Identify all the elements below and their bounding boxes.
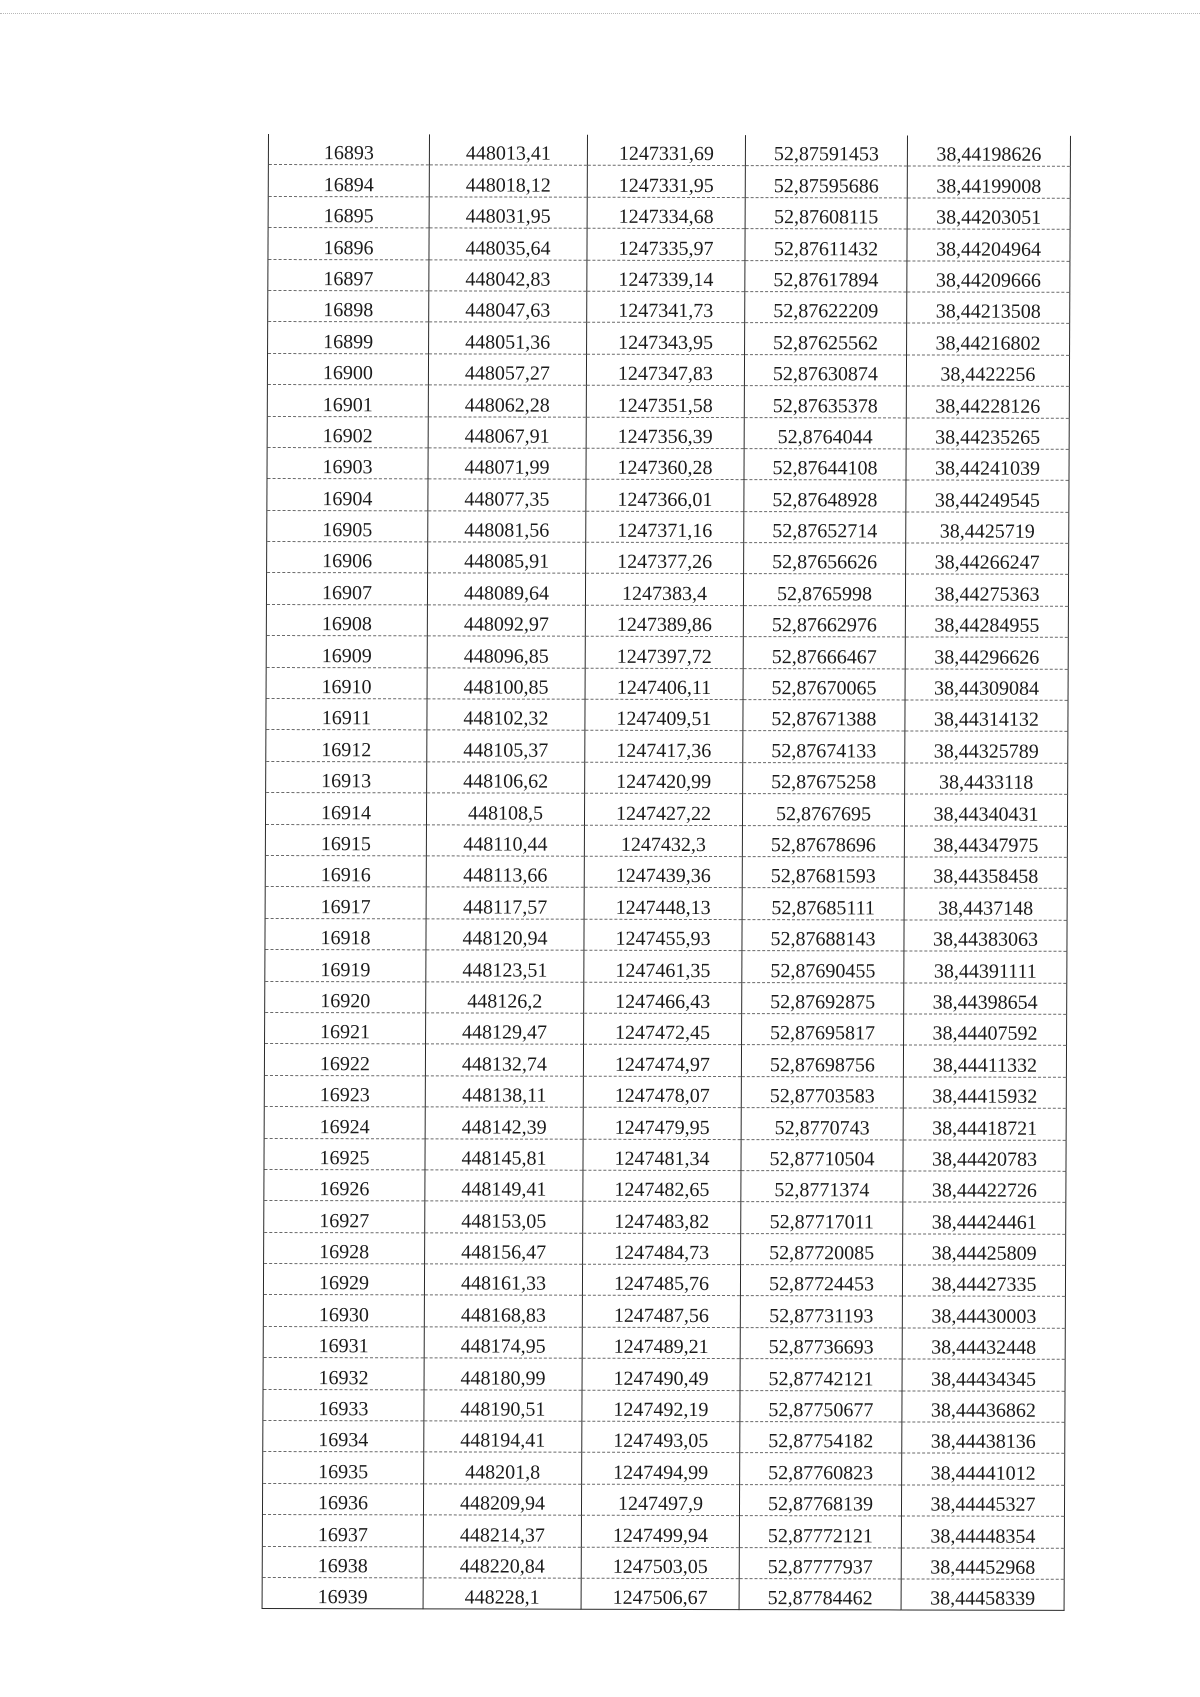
x-coordinate-cell: 448142,39 <box>425 1107 583 1139</box>
x-coordinate-cell: 448117,57 <box>426 887 584 919</box>
longitude-cell: 38,44441012 <box>902 1453 1065 1485</box>
table-row <box>265 855 1067 888</box>
longitude-cell: 38,44228126 <box>906 386 1069 418</box>
x-coordinate-cell: 448110,44 <box>426 824 584 856</box>
x-coordinate-cell: 448149,41 <box>425 1170 583 1202</box>
y-coordinate-cell: 1247409,51 <box>585 699 743 731</box>
y-coordinate-cell: 1247487,56 <box>582 1296 740 1328</box>
x-coordinate-cell: 448092,97 <box>427 605 585 637</box>
x-coordinate-cell: 448138,11 <box>425 1076 583 1108</box>
latitude-cell: 52,87622209 <box>745 292 907 324</box>
point-number-cell: 16923 <box>264 1075 425 1107</box>
y-coordinate-cell: 1247406,11 <box>585 668 743 700</box>
table-row <box>266 573 1068 606</box>
y-coordinate-cell: 1247503,05 <box>581 1547 739 1579</box>
x-coordinate-cell: 448113,66 <box>426 856 584 888</box>
y-coordinate-cell: 1247493,05 <box>582 1421 740 1453</box>
y-coordinate-cell: 1247371,16 <box>586 511 744 543</box>
latitude-cell: 52,8764044 <box>744 417 906 449</box>
longitude-cell: 38,4433118 <box>905 763 1068 795</box>
table-row <box>264 1138 1066 1171</box>
latitude-cell: 52,87644108 <box>744 448 906 480</box>
latitude-cell: 52,87675258 <box>743 762 905 794</box>
latitude-cell: 52,87662976 <box>743 605 905 637</box>
latitude-cell: 52,87724453 <box>740 1265 902 1297</box>
longitude-cell: 38,44203051 <box>907 198 1070 230</box>
longitude-cell: 38,44314132 <box>905 700 1068 732</box>
latitude-cell: 52,87710504 <box>741 1139 903 1171</box>
table-row <box>267 447 1069 480</box>
x-coordinate-cell: 448077,35 <box>428 479 586 511</box>
longitude-cell: 38,44275363 <box>905 574 1068 606</box>
point-number-cell: 16920 <box>265 981 426 1013</box>
latitude-cell: 52,8767695 <box>742 794 904 826</box>
longitude-cell: 38,44430003 <box>902 1296 1065 1328</box>
latitude-cell: 52,87635378 <box>744 386 906 418</box>
table-row <box>266 604 1068 637</box>
table-row <box>265 824 1067 857</box>
point-number-cell: 16904 <box>267 479 428 511</box>
point-number-cell: 16922 <box>264 1044 425 1076</box>
longitude-cell: 38,44296626 <box>905 637 1068 669</box>
x-coordinate-cell: 448051,36 <box>429 322 587 354</box>
point-number-cell: 16906 <box>267 542 428 574</box>
x-coordinate-cell: 448156,47 <box>425 1233 583 1265</box>
latitude-cell: 52,87611432 <box>745 229 907 261</box>
table-row <box>263 1389 1065 1422</box>
table-row <box>267 542 1069 575</box>
latitude-cell: 52,87690455 <box>742 951 904 983</box>
point-number-cell: 16924 <box>264 1107 425 1139</box>
latitude-cell: 52,87671388 <box>743 700 905 732</box>
y-coordinate-cell: 1247466,43 <box>584 982 742 1014</box>
y-coordinate-cell: 1247485,76 <box>582 1264 740 1296</box>
table-row <box>265 918 1067 951</box>
point-number-cell: 16895 <box>268 196 429 228</box>
longitude-cell: 38,44325789 <box>905 731 1068 763</box>
point-number-cell: 16936 <box>262 1483 423 1515</box>
point-number-cell: 16917 <box>265 887 426 919</box>
table-row <box>263 1295 1065 1328</box>
latitude-cell: 52,87656626 <box>744 543 906 575</box>
table-row <box>266 761 1068 794</box>
latitude-cell: 52,87681593 <box>742 857 904 889</box>
longitude-cell: 38,44420783 <box>903 1139 1066 1171</box>
table-row <box>267 479 1069 512</box>
y-coordinate-cell: 1247492,19 <box>582 1390 740 1422</box>
y-coordinate-cell: 1247448,13 <box>584 888 742 920</box>
point-number-cell: 16901 <box>267 385 428 417</box>
table-row <box>268 322 1070 355</box>
longitude-cell: 38,44438136 <box>902 1422 1065 1454</box>
longitude-cell: 38,44448354 <box>901 1516 1064 1548</box>
table-row <box>267 353 1069 386</box>
x-coordinate-cell: 448106,62 <box>427 762 585 794</box>
latitude-cell: 52,87717011 <box>741 1202 903 1234</box>
y-coordinate-cell: 1247478,07 <box>583 1076 741 1108</box>
y-coordinate-cell: 1247497,9 <box>581 1484 739 1516</box>
y-coordinate-cell: 1247455,93 <box>584 919 742 951</box>
longitude-cell: 38,44383063 <box>904 920 1067 952</box>
x-coordinate-cell: 448071,99 <box>428 448 586 480</box>
table-row <box>266 730 1068 763</box>
coordinate-table <box>262 134 1071 1611</box>
point-number-cell: 16914 <box>265 793 426 825</box>
x-coordinate-cell: 448129,47 <box>426 1013 584 1045</box>
x-coordinate-cell: 448123,51 <box>426 950 584 982</box>
longitude-cell: 38,4437148 <box>904 888 1067 920</box>
latitude-cell: 52,87720085 <box>741 1233 903 1265</box>
x-coordinate-cell: 448120,94 <box>426 919 584 951</box>
y-coordinate-cell: 1247483,82 <box>583 1202 741 1234</box>
latitude-cell: 52,8770743 <box>741 1108 903 1140</box>
y-coordinate-cell: 1247331,95 <box>587 166 745 198</box>
longitude-cell: 38,44424461 <box>903 1202 1066 1234</box>
table-row <box>266 699 1068 732</box>
longitude-cell: 38,44213508 <box>907 292 1070 324</box>
point-number-cell: 16919 <box>265 950 426 982</box>
table-row <box>265 887 1067 920</box>
table-row <box>264 1232 1066 1265</box>
y-coordinate-cell: 1247356,39 <box>586 417 744 449</box>
y-coordinate-cell: 1247481,34 <box>583 1139 741 1171</box>
x-coordinate-cell: 448161,33 <box>424 1264 582 1296</box>
y-coordinate-cell: 1247439,36 <box>584 856 742 888</box>
x-coordinate-cell: 448057,27 <box>428 354 586 386</box>
table-row <box>264 1201 1066 1234</box>
point-number-cell: 16909 <box>266 636 427 668</box>
longitude-cell: 38,44199008 <box>907 166 1070 198</box>
point-number-cell: 16931 <box>263 1326 424 1358</box>
x-coordinate-cell: 448105,37 <box>427 730 585 762</box>
point-number-cell: 16927 <box>264 1201 425 1233</box>
latitude-cell: 52,87768139 <box>739 1484 901 1516</box>
point-number-cell: 16918 <box>265 918 426 950</box>
table-row <box>264 1169 1066 1202</box>
longitude-cell: 38,44415932 <box>903 1077 1066 1109</box>
y-coordinate-cell: 1247383,4 <box>585 574 743 606</box>
longitude-cell: 38,44249545 <box>906 480 1069 512</box>
latitude-cell: 52,87670065 <box>743 668 905 700</box>
x-coordinate-cell: 448031,95 <box>429 197 587 229</box>
table-row <box>264 1107 1066 1140</box>
latitude-cell: 52,87666467 <box>743 637 905 669</box>
longitude-cell: 38,44284955 <box>905 606 1068 638</box>
x-coordinate-cell: 448047,63 <box>429 291 587 323</box>
longitude-cell: 38,44407592 <box>904 1014 1067 1046</box>
latitude-cell: 52,87777937 <box>739 1547 901 1579</box>
latitude-cell: 52,87760823 <box>740 1453 902 1485</box>
point-number-cell: 16911 <box>266 699 427 731</box>
x-coordinate-cell: 448013,41 <box>429 134 587 165</box>
latitude-cell: 52,87674133 <box>743 731 905 763</box>
longitude-cell: 38,44427335 <box>902 1265 1065 1297</box>
point-number-cell: 16898 <box>268 290 429 322</box>
point-number-cell: 16893 <box>268 134 429 165</box>
x-coordinate-cell: 448100,85 <box>427 668 585 700</box>
x-coordinate-cell: 448220,84 <box>423 1546 581 1578</box>
longitude-cell: 38,44309084 <box>905 669 1068 701</box>
y-coordinate-cell: 1247427,22 <box>584 793 742 825</box>
x-coordinate-cell: 448228,1 <box>423 1578 581 1610</box>
longitude-cell: 38,44398654 <box>904 982 1067 1014</box>
latitude-cell: 52,8765998 <box>743 574 905 606</box>
x-coordinate-cell: 448081,56 <box>428 511 586 543</box>
y-coordinate-cell: 1247366,01 <box>586 480 744 512</box>
point-number-cell: 16928 <box>264 1232 425 1264</box>
point-number-cell: 16912 <box>266 730 427 762</box>
point-number-cell: 16910 <box>266 667 427 699</box>
point-number-cell: 16897 <box>268 259 429 291</box>
point-number-cell: 16934 <box>263 1421 424 1453</box>
x-coordinate-cell: 448209,94 <box>423 1484 581 1516</box>
y-coordinate-cell: 1247343,95 <box>587 323 745 355</box>
longitude-cell: 38,44204964 <box>907 229 1070 261</box>
x-coordinate-cell: 448126,2 <box>426 981 584 1013</box>
table-row <box>265 1012 1067 1045</box>
point-number-cell: 16913 <box>266 761 427 793</box>
table-row <box>268 228 1070 261</box>
x-coordinate-cell: 448035,64 <box>429 228 587 260</box>
table-row <box>267 416 1069 449</box>
x-coordinate-cell: 448067,91 <box>428 416 586 448</box>
latitude-cell: 52,87591453 <box>745 135 907 166</box>
point-number-cell: 16932 <box>263 1358 424 1390</box>
point-number-cell: 16937 <box>262 1515 423 1547</box>
y-coordinate-cell: 1247499,94 <box>581 1515 739 1547</box>
point-number-cell: 16894 <box>268 165 429 197</box>
x-coordinate-cell: 448042,83 <box>429 259 587 291</box>
table-row <box>266 667 1068 700</box>
table-row <box>262 1483 1064 1516</box>
y-coordinate-cell: 1247472,45 <box>584 1013 742 1045</box>
longitude-cell: 38,44358458 <box>904 857 1067 889</box>
y-coordinate-cell: 1247360,28 <box>586 448 744 480</box>
point-number-cell: 16921 <box>265 1012 426 1044</box>
point-number-cell: 16903 <box>267 447 428 479</box>
table-row <box>267 510 1069 543</box>
x-coordinate-cell: 448062,28 <box>428 385 586 417</box>
point-number-cell: 16933 <box>263 1389 424 1421</box>
y-coordinate-cell: 1247494,99 <box>582 1453 740 1485</box>
point-number-cell: 16908 <box>266 604 427 636</box>
table-row <box>265 950 1067 983</box>
y-coordinate-cell: 1247479,95 <box>583 1107 741 1139</box>
latitude-cell: 52,87608115 <box>745 197 907 229</box>
longitude-cell: 38,44434345 <box>902 1359 1065 1391</box>
y-coordinate-cell: 1247490,49 <box>582 1358 740 1390</box>
point-number-cell: 16916 <box>265 855 426 887</box>
table-row <box>268 196 1070 229</box>
table-row <box>268 259 1070 292</box>
x-coordinate-cell: 448085,91 <box>428 542 586 574</box>
x-coordinate-cell: 448153,05 <box>425 1201 583 1233</box>
latitude-cell: 52,87784462 <box>739 1579 901 1611</box>
table-row <box>263 1452 1065 1485</box>
latitude-cell: 52,87731193 <box>740 1296 902 1328</box>
point-number-cell: 16939 <box>262 1577 423 1609</box>
x-coordinate-cell: 448108,5 <box>426 793 584 825</box>
longitude-cell: 38,44241039 <box>906 449 1069 481</box>
longitude-cell: 38,44432448 <box>902 1328 1065 1360</box>
point-number-cell: 16925 <box>264 1138 425 1170</box>
y-coordinate-cell: 1247461,35 <box>584 950 742 982</box>
x-coordinate-cell: 448089,64 <box>427 573 585 605</box>
y-coordinate-cell: 1247417,36 <box>585 731 743 763</box>
y-coordinate-cell: 1247335,97 <box>587 228 745 260</box>
longitude-cell: 38,44347975 <box>904 826 1067 858</box>
x-coordinate-cell: 448145,81 <box>425 1138 583 1170</box>
table-row <box>267 385 1069 418</box>
longitude-cell: 38,44418721 <box>903 1108 1066 1140</box>
latitude-cell: 52,87685111 <box>742 888 904 920</box>
latitude-cell: 52,87678696 <box>742 825 904 857</box>
table-row <box>268 290 1070 323</box>
point-number-cell: 16905 <box>267 510 428 542</box>
longitude-cell: 38,44216802 <box>907 323 1070 355</box>
point-number-cell: 16935 <box>263 1452 424 1484</box>
latitude-cell: 52,87630874 <box>744 354 906 386</box>
point-number-cell: 16899 <box>268 322 429 354</box>
table-row <box>263 1264 1065 1297</box>
y-coordinate-cell: 1247389,86 <box>585 605 743 637</box>
latitude-cell: 52,87698756 <box>741 1045 903 1077</box>
x-coordinate-cell: 448096,85 <box>427 636 585 668</box>
longitude-cell: 38,44452968 <box>901 1548 1064 1580</box>
x-coordinate-cell: 448190,51 <box>424 1389 582 1421</box>
y-coordinate-cell: 1247474,97 <box>583 1045 741 1077</box>
y-coordinate-cell: 1247339,14 <box>587 260 745 292</box>
table-row <box>265 981 1067 1014</box>
x-coordinate-cell: 448168,83 <box>424 1295 582 1327</box>
x-coordinate-cell: 448180,99 <box>424 1358 582 1390</box>
latitude-cell: 52,87648928 <box>744 480 906 512</box>
latitude-cell: 52,87617894 <box>745 260 907 292</box>
x-coordinate-cell: 448132,74 <box>425 1044 583 1076</box>
y-coordinate-cell: 1247351,58 <box>586 385 744 417</box>
x-coordinate-cell: 448174,95 <box>424 1327 582 1359</box>
latitude-cell: 52,87754182 <box>740 1422 902 1454</box>
y-coordinate-cell: 1247397,72 <box>585 636 743 668</box>
table-row <box>266 636 1068 669</box>
latitude-cell: 52,87750677 <box>740 1390 902 1422</box>
point-number-cell: 16902 <box>267 416 428 448</box>
latitude-cell: 52,87625562 <box>745 323 907 355</box>
y-coordinate-cell: 1247341,73 <box>587 291 745 323</box>
longitude-cell: 38,4425719 <box>906 512 1069 544</box>
y-coordinate-cell: 1247484,73 <box>583 1233 741 1265</box>
y-coordinate-cell: 1247347,83 <box>586 354 744 386</box>
x-coordinate-cell: 448018,12 <box>429 165 587 197</box>
longitude-cell: 38,44209666 <box>907 261 1070 293</box>
y-coordinate-cell: 1247482,65 <box>583 1170 741 1202</box>
longitude-cell: 38,44445327 <box>901 1485 1064 1517</box>
point-number-cell: 16929 <box>263 1264 424 1296</box>
longitude-cell: 38,44198626 <box>907 135 1070 166</box>
point-number-cell: 16938 <box>262 1546 423 1578</box>
longitude-cell: 38,44422726 <box>903 1171 1066 1203</box>
longitude-cell: 38,44458339 <box>901 1579 1064 1611</box>
y-coordinate-cell: 1247334,68 <box>587 197 745 229</box>
y-coordinate-cell: 1247377,26 <box>586 542 744 574</box>
table-row <box>265 793 1067 826</box>
longitude-cell: 38,44235265 <box>906 417 1069 449</box>
latitude-cell: 52,87742121 <box>740 1359 902 1391</box>
longitude-cell: 38,44340431 <box>904 794 1067 826</box>
latitude-cell: 52,87736693 <box>740 1327 902 1359</box>
table-row <box>264 1044 1066 1077</box>
point-number-cell: 16907 <box>266 573 427 605</box>
point-number-cell: 16900 <box>267 353 428 385</box>
table-row <box>268 134 1070 167</box>
latitude-cell: 52,87703583 <box>741 1076 903 1108</box>
longitude-cell: 38,4422256 <box>906 355 1069 387</box>
latitude-cell: 52,87688143 <box>742 919 904 951</box>
latitude-cell: 52,87695817 <box>742 1014 904 1046</box>
point-number-cell: 16915 <box>265 824 426 856</box>
table-row <box>268 165 1070 198</box>
latitude-cell: 52,87652714 <box>744 511 906 543</box>
longitude-cell: 38,44391111 <box>904 951 1067 983</box>
table-row <box>263 1421 1065 1454</box>
longitude-cell: 38,44411332 <box>903 1045 1066 1077</box>
x-coordinate-cell: 448201,8 <box>424 1452 582 1484</box>
table-row <box>262 1515 1064 1548</box>
y-coordinate-cell: 1247420,99 <box>585 762 743 794</box>
table-row <box>263 1326 1065 1359</box>
y-coordinate-cell: 1247331,69 <box>587 135 745 166</box>
point-number-cell: 16930 <box>263 1295 424 1327</box>
latitude-cell: 52,87772121 <box>739 1516 901 1548</box>
latitude-cell: 52,87692875 <box>742 982 904 1014</box>
y-coordinate-cell: 1247489,21 <box>582 1327 740 1359</box>
coordinate-table-body <box>262 134 1070 1611</box>
latitude-cell: 52,8771374 <box>741 1170 903 1202</box>
latitude-cell: 52,87595686 <box>745 166 907 198</box>
point-number-cell: 16896 <box>268 228 429 260</box>
table-row <box>262 1546 1064 1579</box>
x-coordinate-cell: 448214,37 <box>423 1515 581 1547</box>
x-coordinate-cell: 448194,41 <box>424 1421 582 1453</box>
scan-top-edge-line <box>0 13 1200 14</box>
table-row <box>264 1075 1066 1108</box>
point-number-cell: 16926 <box>264 1169 425 1201</box>
y-coordinate-cell: 1247432,3 <box>584 825 742 857</box>
table-row <box>262 1577 1064 1610</box>
longitude-cell: 38,44436862 <box>902 1391 1065 1423</box>
table-row <box>263 1358 1065 1391</box>
longitude-cell: 38,44266247 <box>906 543 1069 575</box>
x-coordinate-cell: 448102,32 <box>427 699 585 731</box>
longitude-cell: 38,44425809 <box>903 1234 1066 1266</box>
y-coordinate-cell: 1247506,67 <box>581 1578 739 1610</box>
